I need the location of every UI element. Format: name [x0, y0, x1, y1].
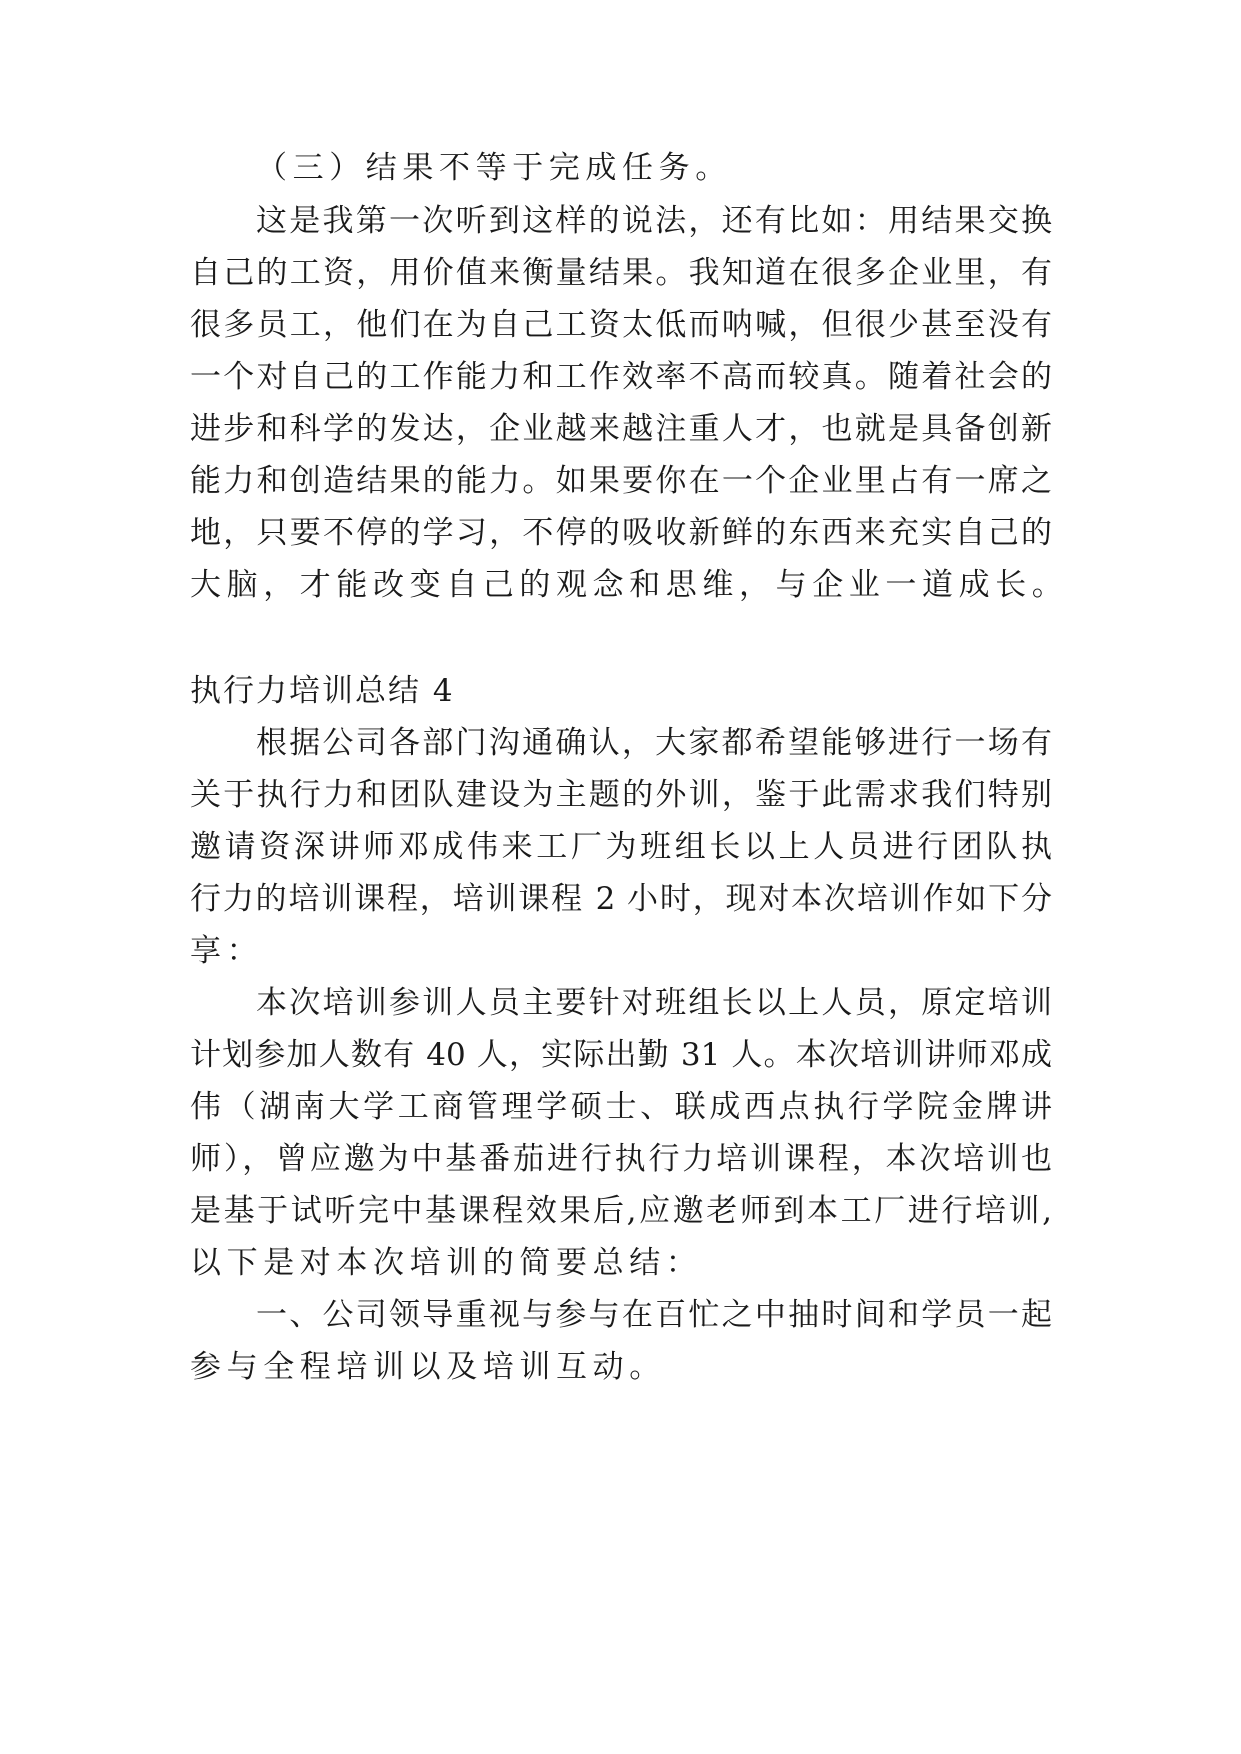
paragraph-line: 大脑，才能改变自己的观念和思维，与企业一道成长。	[190, 567, 1069, 603]
section-heading: 执行力培训总结 4	[190, 673, 455, 709]
paragraph-line: 计划参加人数有 40 人，实际出勤 31 人。本次培训讲师邓成	[190, 1037, 1052, 1073]
paragraph-line: 地，只要不停的学习，不停的吸收新鲜的东西来充实自己的	[190, 515, 1052, 551]
paragraph-line: 本次培训参训人员主要针对班组长以上人员，原定培训	[256, 985, 1052, 1021]
paragraph-line: 一、公司领导重视与参与在百忙之中抽时间和学员一起	[256, 1297, 1052, 1333]
paragraph-line: 自己的工资，用价值来衡量结果。我知道在很多企业里，有	[190, 255, 1052, 291]
subheading-line: （三）结果不等于完成任务。	[256, 150, 732, 186]
document-page	[190, 0, 1069, 1754]
paragraph-line: 能力和创造结果的能力。如果要你在一个企业里占有一席之	[190, 463, 1052, 499]
paragraph-line: 关于执行力和团队建设为主题的外训，鉴于此需求我们特别	[190, 777, 1052, 813]
paragraph-line: 行力的培训课程，培训课程 2 小时，现对本次培训作如下分	[190, 881, 1052, 917]
paragraph-line: 进步和科学的发达，企业越来越注重人才，也就是具备创新	[190, 411, 1052, 447]
paragraph-line: 参与全程培训以及培训互动。	[190, 1349, 666, 1385]
paragraph-line: 根据公司各部门沟通确认，大家都希望能够进行一场有	[256, 725, 1052, 761]
paragraph-line: 一个对自己的工作能力和工作效率不高而较真。随着社会的	[190, 359, 1052, 395]
paragraph-line: 这是我第一次听到这样的说法，还有比如：用结果交换	[256, 203, 1052, 239]
paragraph-line: 伟（湖南大学工商管理学硕士、联成西点执行学院金牌讲	[190, 1089, 1052, 1125]
paragraph-line: 邀请资深讲师邓成伟来工厂为班组长以上人员进行团队执	[190, 829, 1052, 865]
paragraph-line: 是基于试听完中基课程效果后,应邀老师到本工厂进行培训,	[190, 1193, 1052, 1229]
paragraph-line: 师），曾应邀为中基番茄进行执行力培训课程，本次培训也	[190, 1141, 1052, 1177]
paragraph-line: 享：	[190, 933, 264, 969]
paragraph-line: 很多员工，他们在为自己工资太低而呐喊，但很少甚至没有	[190, 307, 1052, 343]
paragraph-line: 以下是对本次培训的简要总结：	[190, 1245, 703, 1281]
